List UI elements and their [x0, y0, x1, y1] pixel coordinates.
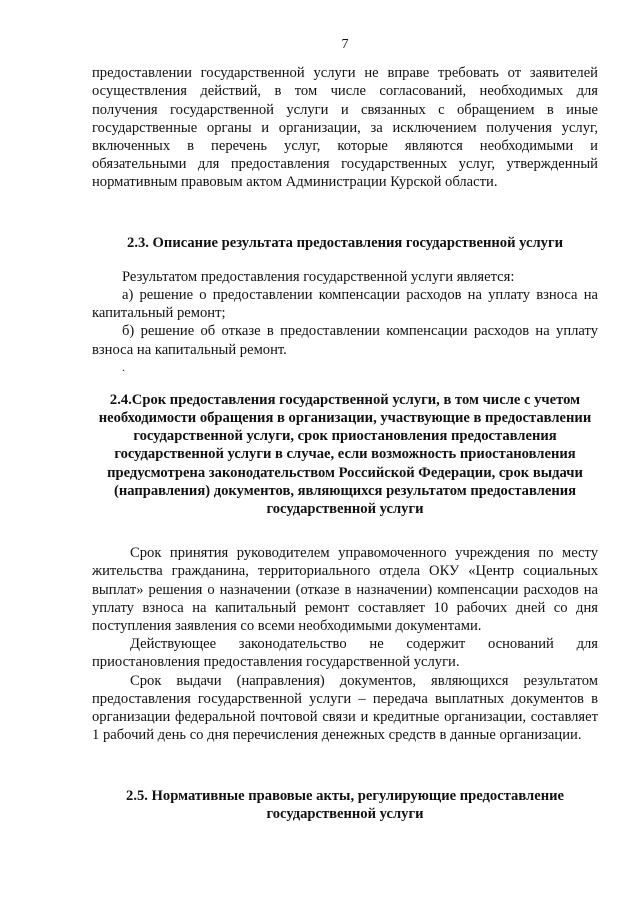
- document-page: [92, 36, 598, 823]
- section-2-3-item-a: а) решение о предоставлении компенсации расходов на уплату взноса на капитальный ремонт;: [92, 287, 598, 322]
- section-2-4-paragraph-1: Срок принятия руководителем управомоченного учреждения по месту жительства гражданина, территориального отдела ОКУ «Центр социальных выплат» решения о назначении (отказе в назначении) компенсации расходов на уплату взноса на капитальный ремонт составляет 10 рабочих дней со дня поступления заявления со всеми необходимыми документами.: [92, 545, 598, 635]
- section-2-3-item-b: б) решение об отказе в предоставлении компенсации расходов на уплату взноса на капитальный ремонт.: [92, 323, 598, 358]
- page-number: 7: [341, 37, 349, 52]
- section-2-4-paragraph-2: Действующее законодательство не содержит оснований для приостановления предоставления государственной услуги.: [92, 636, 598, 671]
- section-2-4-heading: 2.4.Срок предоставления государственной услуги, в том числе с учетом необходимости обращения в организации, участвующие в предоставлении государственной услуги, срок приостановления предоставления государственной услуги в случае, если возможность приостановления предусмотрена законодательством Российской Федерации, срок выдачи (направления) документов, являющихся результатом предоставления государственной услуги: [98, 391, 592, 518]
- section-2-5-heading: 2.5. Нормативные правовые акты, регулирующие предоставление государственной услуги: [126, 787, 564, 822]
- stray-mark: .: [122, 359, 125, 374]
- intro-paragraph: предоставлении государственной услуги не вправе требовать от заявителей осуществления действий, в том числе согласований, необходимых для получения государственной услуги и связанных с обращением в иные государственные органы и организации, за исключением получения услуг, включенных в перечень услуг, которые являются необходимыми и обязательными для предоставления государственных услуг, утвержденный нормативным правовым актом Администрации Курской области.: [92, 65, 598, 191]
- section-2-3-lead: Результатом предоставления государственной услуги является:: [122, 268, 515, 285]
- section-2-3-heading: 2.3. Описание результата предоставления государственной услуги: [127, 234, 563, 251]
- section-2-4-paragraph-3: Срок выдачи (направления) документов, являющихся результатом предоставления государственной услуги – передача выплатных документов в организации федеральной почтовой связи и кредитные организации, составляет 1 рабочий день со дня перечисления денежных средств в данные организации.: [92, 672, 598, 744]
